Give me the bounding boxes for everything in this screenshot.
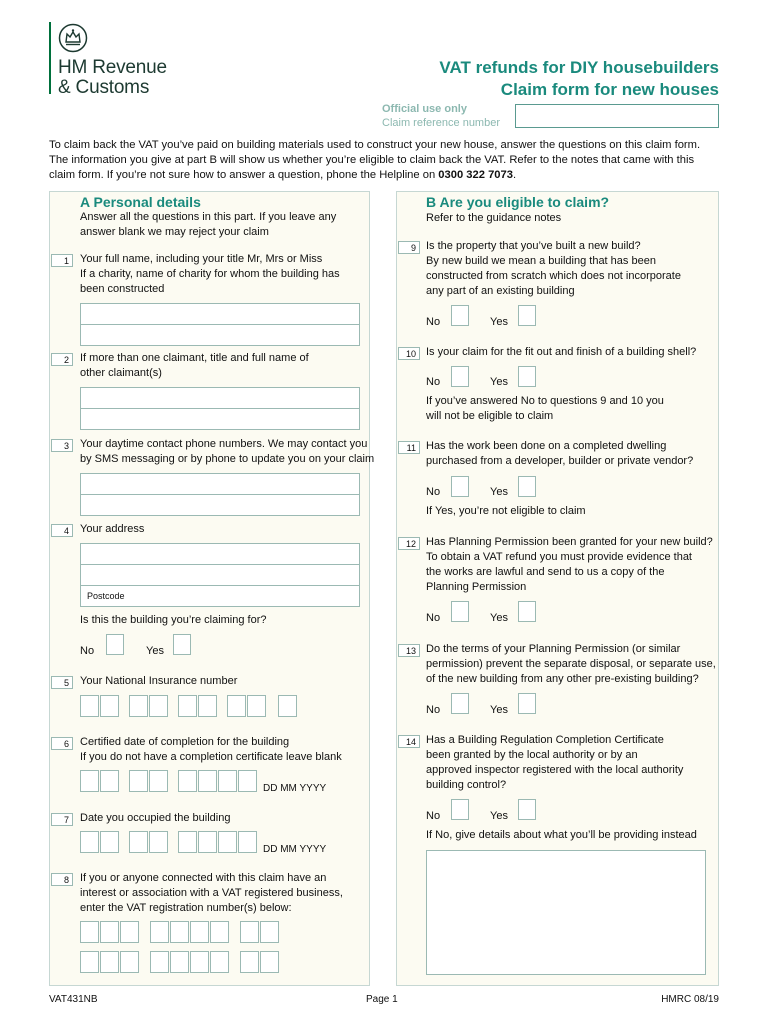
q4-yes-checkbox[interactable]: [173, 634, 191, 655]
q3-label-1: Your daytime contact phone numbers. We may contact you: [80, 438, 368, 450]
vat-reg-2-box[interactable]: [240, 951, 259, 973]
q8-label-2: interest or association with a VAT registered business,: [80, 887, 343, 899]
org-line1: HM Revenue: [58, 57, 167, 78]
q10-note-2: will not be eligible to claim: [426, 410, 554, 422]
q10-no-checkbox[interactable]: [451, 366, 469, 387]
q11-label-2: purchased from a developer, builder or private vendor?: [426, 455, 694, 467]
q4-label-1: Your address: [80, 523, 145, 535]
q9-label-4: any part of an existing building: [426, 285, 575, 297]
vat-reg-1-box[interactable]: [80, 921, 99, 943]
completion-year-4[interactable]: [238, 770, 257, 792]
q6-label-1: Certified date of completion for the building: [80, 736, 290, 748]
question-number-11: 11: [398, 441, 420, 454]
form-subtitle: Claim form for new houses: [500, 80, 719, 99]
q14-label-3: approved inspector registered with the local authority: [426, 764, 684, 776]
org-line2: & Customs: [58, 77, 150, 98]
q11-no-label: No: [426, 486, 441, 498]
section-a-title: A Personal details: [80, 194, 201, 210]
q10-no-label: No: [426, 376, 441, 388]
ni-box-7[interactable]: [227, 695, 246, 717]
q8-label-1: If you or anyone connected with this claim have an: [80, 872, 327, 884]
q14-yes-checkbox[interactable]: [518, 799, 536, 820]
q10-yes-label: Yes: [490, 376, 508, 388]
q9-label-3: constructed from scratch which does not incorporate: [426, 270, 681, 282]
question-number-4: 4: [51, 524, 73, 537]
question-number-2: 2: [51, 353, 73, 366]
other-claimant-input-1[interactable]: [80, 387, 360, 409]
question-number-3: 3: [51, 439, 73, 452]
q13-no-checkbox[interactable]: [451, 693, 469, 714]
question-number-5: 5: [51, 676, 73, 689]
claim-ref-field[interactable]: [515, 104, 719, 128]
royal-crest-icon: [58, 23, 88, 53]
q12-no-checkbox[interactable]: [451, 601, 469, 622]
vat-reg-1-box[interactable]: [240, 921, 259, 943]
q2-label-2: other claimant(s): [80, 367, 162, 379]
q13-yes-checkbox[interactable]: [518, 693, 536, 714]
q12-label-3: the works are lawful and send to us a copy of the: [426, 566, 665, 578]
q12-no-label: No: [426, 612, 441, 624]
q12-yes-label: Yes: [490, 612, 508, 624]
question-number-9: 9: [398, 241, 420, 254]
page-number: Page 1: [366, 994, 398, 1005]
q10-yes-checkbox[interactable]: [518, 366, 536, 387]
q14-details-textarea[interactable]: [426, 850, 706, 975]
completion-year-3[interactable]: [218, 770, 237, 792]
vat-reg-1-box[interactable]: [120, 921, 139, 943]
ni-box-1[interactable]: [80, 695, 99, 717]
q6-date-format: DD MM YYYY: [263, 783, 327, 794]
q14-label-4: building control?: [426, 779, 507, 791]
q10-note-1: If you’ve answered No to questions 9 and 10 you: [426, 395, 664, 407]
phone-input-1[interactable]: [80, 473, 360, 495]
form-version: HMRC 08/19: [661, 994, 719, 1005]
q7-date-format: DD MM YYYY: [263, 844, 327, 855]
q4-question: Is this the building you’re claiming for?: [80, 614, 267, 626]
q13-yes-label: Yes: [490, 704, 508, 716]
q11-note: If Yes, you’re not eligible to claim: [426, 505, 586, 517]
q14-no-label: No: [426, 810, 441, 822]
brand-bar: [49, 22, 51, 94]
claim-ref-label: Claim reference number: [382, 117, 500, 129]
q2-label-1: If more than one claimant, title and full name of: [80, 352, 309, 364]
q13-label-1: Do the terms of your Planning Permission (or similar: [426, 643, 681, 655]
question-number-13: 13: [398, 644, 420, 657]
ni-box-8[interactable]: [247, 695, 266, 717]
question-number-10: 10: [398, 347, 420, 360]
section-a-note-1: Answer all the questions in this part. If you leave any: [80, 211, 337, 223]
q12-label-2: To obtain a VAT refund you must provide evidence that: [426, 551, 692, 563]
q12-label-4: Planning Permission: [426, 581, 527, 593]
vat-reg-2-box[interactable]: [190, 951, 209, 973]
occupied-year-3[interactable]: [218, 831, 237, 853]
q3-label-2: by SMS messaging or by phone to update you on your claim: [80, 453, 375, 465]
q13-label-3: of the new building from any other pre-existing building?: [426, 673, 699, 685]
vat-reg-1-box[interactable]: [210, 921, 229, 943]
vat-reg-2-box[interactable]: [170, 951, 189, 973]
vat-reg-2-box[interactable]: [260, 951, 279, 973]
question-number-7: 7: [51, 813, 73, 826]
ni-box-6[interactable]: [198, 695, 217, 717]
section-b-title: B Are you eligible to claim?: [426, 194, 610, 210]
vat-reg-2-box[interactable]: [120, 951, 139, 973]
full-name-input-1[interactable]: [80, 303, 360, 325]
vat-reg-1-box[interactable]: [100, 921, 119, 943]
ni-box-3[interactable]: [129, 695, 148, 717]
question-number-1: 1: [51, 254, 73, 267]
occupied-day-1[interactable]: [80, 831, 99, 853]
q11-yes-label: Yes: [490, 486, 508, 498]
q7-label-1: Date you occupied the building: [80, 812, 231, 824]
form-title: VAT refunds for DIY housebuilders: [439, 58, 719, 77]
question-number-8: 8: [51, 873, 73, 886]
q9-yes-label: Yes: [490, 316, 508, 328]
q12-label-1: Has Planning Permission been granted for your new build?: [426, 536, 713, 548]
q11-no-checkbox[interactable]: [451, 476, 469, 497]
vat-reg-2-box[interactable]: [100, 951, 119, 973]
occupied-month-2[interactable]: [149, 831, 168, 853]
q9-yes-checkbox[interactable]: [518, 305, 536, 326]
postcode-input[interactable]: [80, 585, 360, 607]
q14-label-1: Has a Building Regulation Completion Certificate: [426, 734, 664, 746]
q6-label-2: If you do not have a completion certificate leave blank: [80, 751, 342, 763]
full-name-input-2[interactable]: [80, 324, 360, 346]
vat-reg-2-box[interactable]: [150, 951, 169, 973]
vat-reg-2-box[interactable]: [210, 951, 229, 973]
q9-no-label: No: [426, 316, 441, 328]
occupied-day-2[interactable]: [100, 831, 119, 853]
question-number-12: 12: [398, 537, 420, 550]
intro-end: .: [512, 169, 517, 181]
q1-label-2: If a charity, name of charity for whom the building has: [80, 268, 340, 280]
ni-box-2[interactable]: [100, 695, 119, 717]
vat-reg-1-box[interactable]: [260, 921, 279, 943]
helpline-number: 0300 322 7073: [438, 169, 513, 181]
completion-year-1[interactable]: [178, 770, 197, 792]
q11-yes-checkbox[interactable]: [518, 476, 536, 497]
q9-label-2: By new build we mean a building that has been: [426, 255, 656, 267]
official-use-label: Official use only: [382, 103, 467, 115]
occupied-month-1[interactable]: [129, 831, 148, 853]
q4-yes-label: Yes: [146, 645, 164, 657]
section-a-note-2: answer blank we may reject your claim: [80, 226, 269, 238]
intro-body: To claim back the VAT you’ve paid on building materials used to construct your new house, answer the questions on this claim form. The information you give at part B will show us whether you’re eligible to claim back the VAT. Refer to the notes that came with this claim form. If you’re not sure how to answer a question, phone the Helpline on: [49, 139, 701, 181]
occupied-year-1[interactable]: [178, 831, 197, 853]
vat-reg-1-box[interactable]: [170, 921, 189, 943]
ni-box-5[interactable]: [178, 695, 197, 717]
intro-text: [49, 138, 719, 183]
q14-no-checkbox[interactable]: [451, 799, 469, 820]
completion-month-1[interactable]: [129, 770, 148, 792]
form-code: VAT431NB: [49, 994, 98, 1005]
question-number-14: 14: [398, 735, 420, 748]
address-input-2[interactable]: [80, 564, 360, 586]
q4-no-label: No: [80, 645, 95, 657]
vat-reg-1-box[interactable]: [150, 921, 169, 943]
ni-box-9[interactable]: [278, 695, 297, 717]
q9-label-1: Is the property that you’ve built a new build?: [426, 240, 641, 252]
q13-no-label: No: [426, 704, 441, 716]
completion-month-2[interactable]: [149, 770, 168, 792]
q13-label-2: permission) prevent the separate disposal, or separate use,: [426, 658, 716, 670]
q9-no-checkbox[interactable]: [451, 305, 469, 326]
completion-day-2[interactable]: [100, 770, 119, 792]
q11-label-1: Has the work been done on a completed dwelling: [426, 440, 667, 452]
vat-reg-2-box[interactable]: [80, 951, 99, 973]
q1-label-3: been constructed: [80, 283, 165, 295]
q8-label-3: enter the VAT registration number(s) below:: [80, 902, 292, 914]
q14-note: If No, give details about what you’ll be providing instead: [426, 829, 697, 841]
q12-yes-checkbox[interactable]: [518, 601, 536, 622]
completion-day-1[interactable]: [80, 770, 99, 792]
ni-box-4[interactable]: [149, 695, 168, 717]
q10-label-1: Is your claim for the fit out and finish of a building shell?: [426, 346, 697, 358]
occupied-year-2[interactable]: [198, 831, 217, 853]
q14-yes-label: Yes: [490, 810, 508, 822]
completion-year-2[interactable]: [198, 770, 217, 792]
vat-reg-1-box[interactable]: [190, 921, 209, 943]
question-number-6: 6: [51, 737, 73, 750]
phone-input-2[interactable]: [80, 494, 360, 516]
org-name: [58, 58, 167, 98]
occupied-year-4[interactable]: [238, 831, 257, 853]
other-claimant-input-2[interactable]: [80, 408, 360, 430]
q1-label-1: Your full name, including your title Mr, Mrs or Miss: [80, 253, 323, 265]
postcode-label: Postcode: [87, 591, 125, 601]
q4-no-checkbox[interactable]: [106, 634, 124, 655]
q5-label-1: Your National Insurance number: [80, 675, 238, 687]
section-b-note: Refer to the guidance notes: [426, 212, 562, 224]
q14-label-2: been granted by the local authority or by an: [426, 749, 638, 761]
address-input-1[interactable]: [80, 543, 360, 565]
